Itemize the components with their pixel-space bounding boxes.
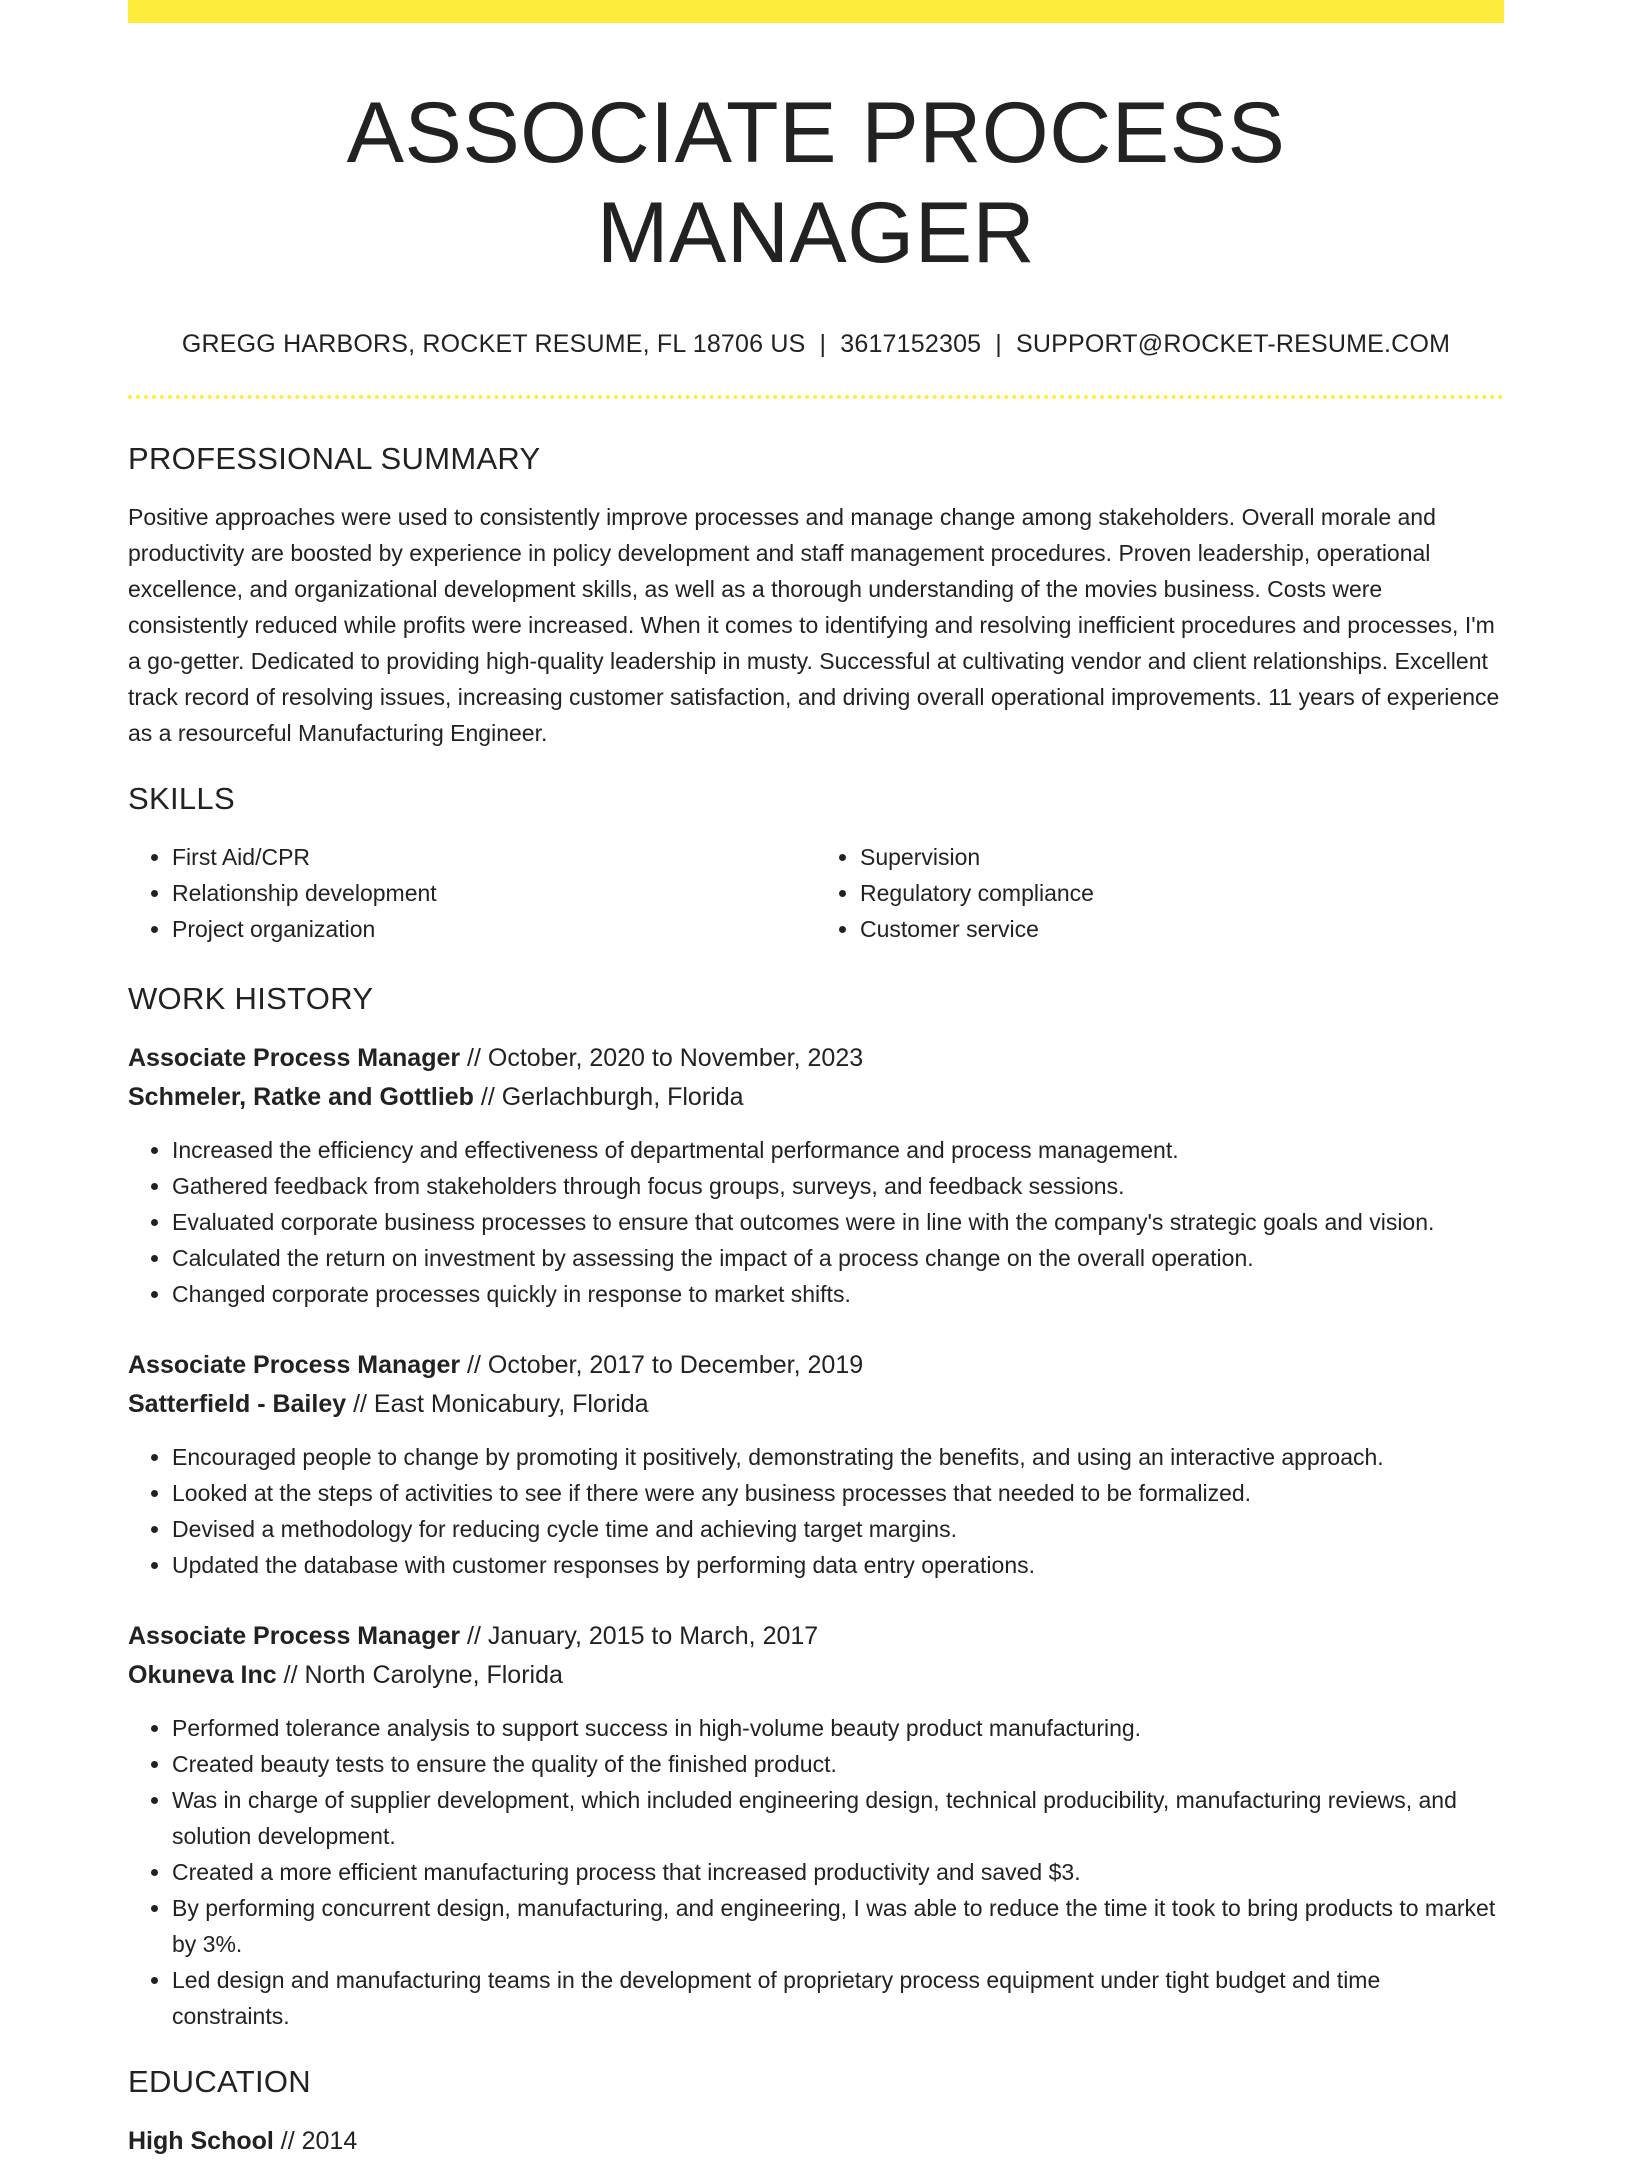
job-bullet: • Increased the efficiency and effectiveness of departmental performance and process management. bbox=[172, 1132, 1504, 1168]
job-bullet: • Calculated the return on investment by assessing the impact of a process change on the overall operation. bbox=[172, 1240, 1504, 1276]
job-company-line bbox=[128, 1385, 1504, 1424]
job-bullet: • By performing concurrent design, manufacturing, and engineering, I was able to reduce the time it took to bring products to market by 3%. bbox=[172, 1890, 1504, 1962]
skill-item: • Regulatory compliance bbox=[860, 875, 1504, 911]
education-heading: EDUCATION bbox=[128, 2064, 311, 2099]
contact-separator: | bbox=[819, 330, 827, 358]
job-bullet: • Devised a methodology for reducing cycle time and achieving target margins. bbox=[172, 1511, 1504, 1547]
job-dates: // October, 2020 to November, 2023 bbox=[460, 1044, 864, 1072]
job-company: Satterfield - Bailey bbox=[128, 1390, 347, 1418]
work-history-heading: WORK HISTORY bbox=[128, 981, 374, 1016]
job-location: // North Carolyne, Florida bbox=[276, 1661, 563, 1689]
skill-item: • Project organization bbox=[172, 911, 816, 947]
contact-address: GREGG HARBORS, ROCKET RESUME, FL 18706 US bbox=[181, 330, 806, 358]
job-bullet: • Gathered feedback from stakeholders through focus groups, surveys, and feedback sessions. bbox=[172, 1168, 1504, 1204]
contact-separator: | bbox=[995, 330, 1002, 358]
skill-item: • First Aid/CPR bbox=[172, 839, 816, 875]
job-title-line bbox=[128, 1039, 1504, 1078]
job-bullet: • Evaluated corporate business processes to ensure that outcomes were in line with the company's strategic goals and vision. bbox=[172, 1204, 1504, 1240]
header-divider bbox=[128, 395, 1504, 399]
job-company-line bbox=[128, 1078, 1504, 1117]
education-year: // 2014 bbox=[273, 2127, 358, 2155]
skill-item: • Customer service bbox=[860, 911, 1504, 947]
job-bullet: • Created beauty tests to ensure the quality of the finished product. bbox=[172, 1746, 1504, 1782]
job-dates: // January, 2015 to March, 2017 bbox=[460, 1622, 819, 1650]
job-entry bbox=[128, 1617, 1504, 2034]
education-entry bbox=[128, 2122, 1504, 2161]
job-entry bbox=[128, 1346, 1504, 1583]
skill-item: • Supervision bbox=[860, 839, 1504, 875]
job-entry bbox=[128, 1039, 1504, 1312]
job-bullets bbox=[128, 1439, 1504, 1583]
job-bullet: • Was in charge of supplier development, which included engineering design, technical producibility, manufacturing reviews, and solution development. bbox=[172, 1782, 1504, 1854]
contact-line bbox=[128, 327, 1504, 361]
education-degree: High School bbox=[128, 2127, 274, 2155]
job-bullet: • Looked at the steps of activities to see if there were any business processes that needed to be formalized. bbox=[172, 1475, 1504, 1511]
skill-item: • Relationship development bbox=[172, 875, 816, 911]
job-title: Associate Process Manager bbox=[128, 1351, 461, 1379]
summary-heading: PROFESSIONAL SUMMARY bbox=[128, 441, 541, 476]
job-bullet: • Created a more efficient manufacturing process that increased productivity and saved $3. bbox=[172, 1854, 1504, 1890]
skills-heading: SKILLS bbox=[128, 781, 235, 816]
skills-column-right bbox=[816, 839, 1504, 947]
resume-title: ASSOCIATE PROCESS MANAGER bbox=[346, 85, 1286, 281]
job-bullet: • Updated the database with customer responses by performing data entry operations. bbox=[172, 1547, 1504, 1583]
job-company-line bbox=[128, 1656, 1504, 1695]
job-title-line bbox=[128, 1617, 1504, 1656]
job-location: // East Monicabury, Florida bbox=[346, 1390, 649, 1418]
job-bullets bbox=[128, 1132, 1504, 1312]
job-bullet: • Encouraged people to change by promoting it positively, demonstrating the benefits, and using an interactive approach. bbox=[172, 1439, 1504, 1475]
job-title-line bbox=[128, 1346, 1504, 1385]
job-bullet: • Changed corporate processes quickly in response to market shifts. bbox=[172, 1276, 1504, 1312]
skills-column-left bbox=[128, 839, 816, 947]
job-location: // Gerlachburgh, Florida bbox=[473, 1083, 744, 1111]
job-dates: // October, 2017 to December, 2019 bbox=[460, 1351, 864, 1379]
job-company: Okuneva Inc bbox=[128, 1661, 277, 1689]
job-bullet: • Performed tolerance analysis to support success in high-volume beauty product manufacturing. bbox=[172, 1710, 1504, 1746]
skills-list bbox=[128, 839, 1504, 947]
resume-page bbox=[128, 0, 1504, 2161]
summary-text: Positive approaches were used to consistently improve processes and manage change among stakeholders. Overall morale and productivity are boosted by experience in policy development and staff management procedures. Proven leadership, operational excellence, and organizational development skills, as well as a thorough understanding of the movies business. Costs were consistently reduced while profits were increased. When it comes to identifying and resolving inefficient procedures and processes, I'm a go-getter. Dedicated to providing high-quality leadership in musty. Successful at cultivating vendor and client relationships. Excellent track record of resolving issues, increasing customer satisfaction, and driving overall operational improvements. 11 years of experience as a resourceful Manufacturing Engineer. bbox=[128, 504, 1500, 746]
top-accent-bar bbox=[128, 0, 1504, 23]
job-bullet: • Led design and manufacturing teams in the development of proprietary process equipment under tight budget and time constraints. bbox=[172, 1962, 1504, 2034]
job-title: Associate Process Manager bbox=[128, 1622, 461, 1650]
job-title: Associate Process Manager bbox=[128, 1044, 461, 1072]
contact-email: SUPPORT@ROCKET-RESUME.COM bbox=[1015, 330, 1451, 358]
job-company: Schmeler, Ratke and Gottlieb bbox=[128, 1083, 474, 1111]
contact-phone: 3617152305 bbox=[840, 330, 982, 358]
job-bullets bbox=[128, 1710, 1504, 2034]
